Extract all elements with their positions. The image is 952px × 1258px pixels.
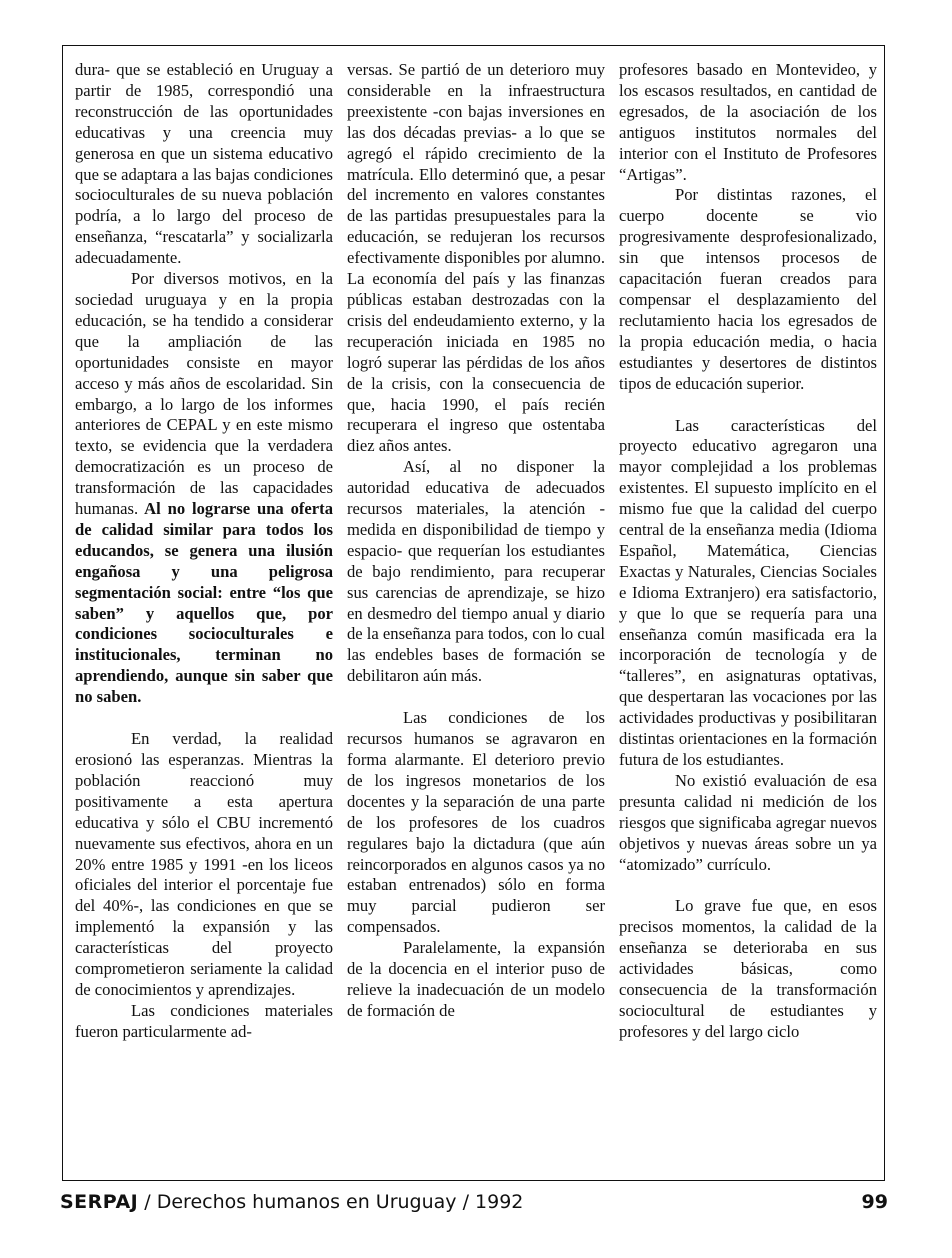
paragraph — [75, 269, 333, 708]
paragraph: profesores basado en Montevideo, y los escasos resultados, en cantidad de egresados, de la asociación de los antiguos institutos normales del interior con el Instituto de Profesores “Artigas”. — [619, 60, 877, 184]
page-frame — [62, 45, 885, 1181]
running-footer — [60, 1191, 523, 1213]
text-column-2 — [347, 60, 605, 1022]
page-number: 99 — [861, 1191, 888, 1213]
paragraph: Así, al no disponer la autoridad educativa de adecuados recursos materiales, la atención -medida en disponibilidad de tiempo y espacio- que requerían los estudiantes de bajo rendimiento, para recuperar sus carencias de aprendizaje, se hizo en desmedro del tiempo anual y diario de la enseñanza para todos, con lo cual las endebles bases de formación se debilitaron aún más. — [347, 457, 606, 686]
paragraph: Lo grave fue que, en esos precisos momentos, la calidad de la enseñanza se deterioraba en sus actividades básicas, como consecuencia de la transformación sociocultural de estudiantes y profesores y del largo ciclo — [619, 896, 877, 1041]
paragraph: Las condiciones de los recursos humanos se agravaron en forma alarmante. El deterioro previo de los ingresos monetarios de los docentes y la separación de una parte de los profesores de los cuadros regulares bajo la dictadura (que aún reincorporados en algunos casos ya no estaban entrenados) sólo en forma muy parcial pudieron ser compensados. — [347, 708, 605, 937]
page-footer — [60, 1191, 888, 1217]
publication-title: / Derechos humanos en Uruguay / 1992 — [138, 1191, 524, 1213]
paragraph: Por distintas razones, el cuerpo docente se vio progresivamente desprofesionalizado, sin que intensos procesos de capacitación fueran creados para compensar el desplazamiento del reclutamiento hacia los egresados de la propia educación media, o hacia estudiantes y desertores de distintos tipos de educación superior. — [619, 185, 877, 393]
paragraph: No existió evaluación de esa presunta calidad ni medición de los riesgos que significaba agregar nuevos objetivos y nuevas áreas sobre un ya “atomizado” currículo. — [619, 770, 877, 874]
text-column-1 — [75, 60, 333, 1043]
paragraph: dura- que se estableció en Uruguay a partir de 1985, correspondió una reconstrucción de las oportunidades educativas y una creencia muy generosa en que un sistema educativo que se adaptara a las bajas condiciones socioculturales de su nueva población podría, a lo largo del proceso de enseñanza, “rescatarla” y socializarla adecuadamente. — [75, 60, 334, 268]
paragraph-text: Por diversos motivos, en la sociedad uruguaya y en la propia educación, se ha tendido a considerar que la ampliación de las oportunidades consiste en mayor acceso y más años de escolaridad. Sin embargo, a lo largo de los informes anteriores de CEPAL y en este mismo texto, se evidencia que la verdadera democratización es un proceso de transformación de las capacidades humanas. — [75, 269, 333, 519]
publisher-brand: SERPAJ — [60, 1191, 139, 1213]
paragraph: Paralelamente, la expansión de la docencia en el interior puso de relieve la inadecuación de un modelo de formación de — [347, 938, 605, 1020]
paragraph: Las características del proyecto educativo agregaron una mayor complejidad a los problemas existentes. El supuesto implícito en el mismo fue que la calidad del cuerpo central de la enseñanza media (Idioma Español, Matemática, Ciencias Exactas y Naturales, Ciencias Sociales e Idioma Extranjero) era satisfactorio, y que lo que se requería para una enseñanza común masificada era la incorporación de tecnología y de “talleres”, en asignaturas optativas, que despertaran las vocaciones por las actividades productivas y posibilitaran distintas orientaciones en la formación futura de los estudiantes. — [619, 415, 877, 769]
paragraph: Las condiciones materiales fueron particularmente ad- — [75, 1000, 333, 1041]
paragraph: versas. Se partió de un deterioro muy considerable en la infraestructura preexistente -con bajas inversiones en las dos décadas previas- a lo que se agregó el rápido crecimiento de la matrícula. Ello determinó que, a pesar del incremento en valores constantes de las partidas presupuestales para la educación, se redujeran los recursos efectivamente disponibles por alumno. La economía del país y las finanzas públicas estaban destrozadas con la crisis del endeudamiento externo, y la recuperación iniciada en 1985 no logró superar las pérdidas de los años de la crisis, con la consecuencia de que, hacia 1990, el país recién recuperara el ingreso que ostentaba diez años antes. — [347, 60, 605, 456]
text-column-3 — [619, 60, 877, 1043]
paragraph: En verdad, la realidad erosionó las esperanzas. Mientras la población reaccionó muy positivamente a esta apertura educativa y sólo el CBU incrementó nuevamente sus efectivos, ahora en un 20% entre 1985 y 1991 -en los liceos oficiales del interior el porcentaje fue del 40%-, las condiciones en que se implementó la expansión y las características del proyecto comprometieron seriamente la calidad de conocimientos y aprendizajes. — [75, 729, 333, 999]
paragraph-bold-text: Al no lograrse una oferta de calidad similar para todos los educandos, se genera una ilusión engañosa y una peligrosa segmentación social: entre “los que saben” y aquellos que, por condiciones socioculturales e institucionales, terminan no aprendiendo, aunque sin saber que no saben. — [75, 499, 333, 707]
